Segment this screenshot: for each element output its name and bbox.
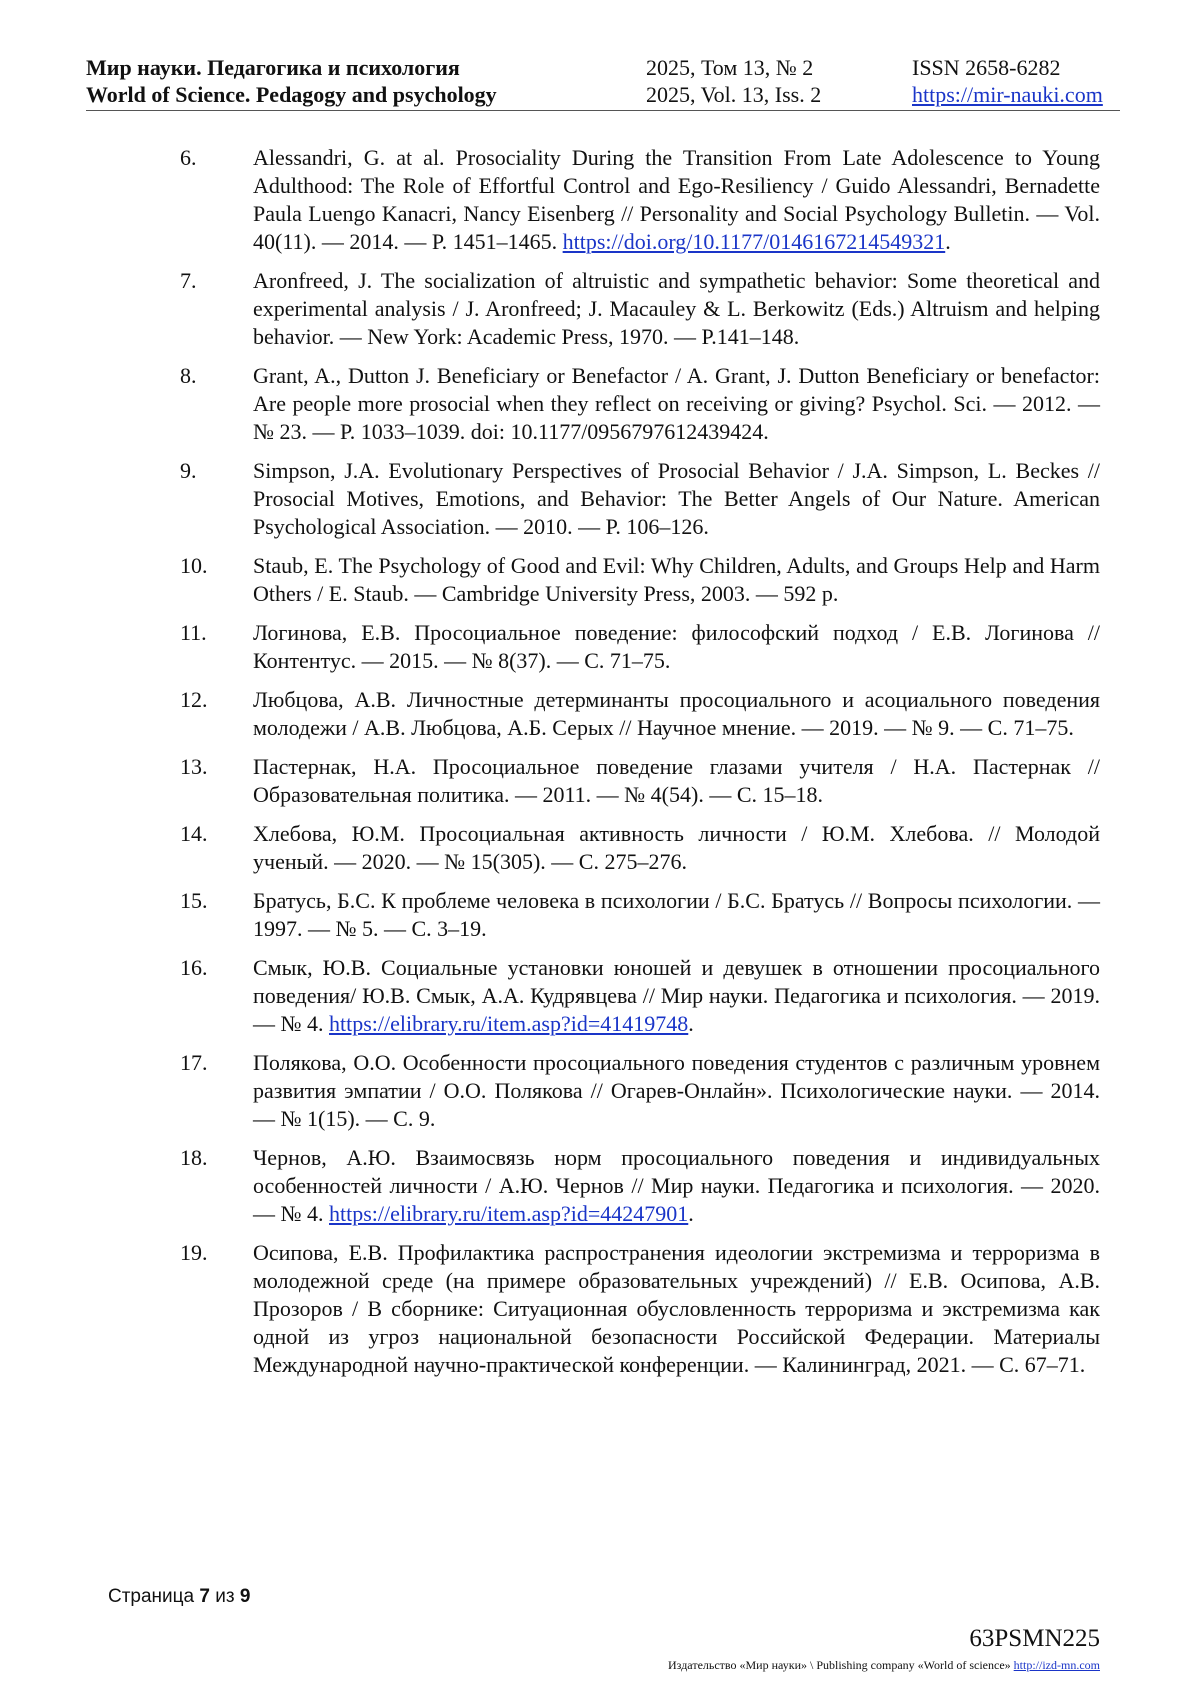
reference-text: Братусь, Б.С. К проблеме человека в психологии / Б.С. Братусь // Вопросы психологии. — 1997. — № 5. — С. 3–19. (253, 888, 1100, 941)
reference-text: Полякова, О.О. Особенности просоциального поведения студентов с различным уровнем развития эмпатии / О.О. Полякова // Огарев-Онлайн». Психологические науки. — 2014. — № 1(15). — С. 9. (253, 1050, 1100, 1131)
reference-tail: . (945, 229, 951, 254)
article-code: 63PSMN225 (969, 1625, 1100, 1652)
reference-number: 14. (180, 821, 208, 846)
reference-text: Любцова, А.В. Личностные детерминанты просоциального и асоциального поведения молодежи / А.В. Любцова, А.Б. Серых // Научное мнение. — 2019. — № 9. — С. 71–75. (253, 687, 1100, 740)
reference-text: Simpson, J.A. Evolutionary Perspectives of Prosocial Behavior / J.A. Simpson, L. Beckes // Prosocial Motives, Emotions, and Behavior: The Better Angels of Our Nature. American Psychological Association. — 2010. — P. 106–126. (253, 458, 1100, 539)
reference-item (180, 457, 1100, 541)
reference-item (180, 362, 1100, 446)
reference-number: 18. (180, 1145, 208, 1170)
reference-number: 12. (180, 687, 208, 712)
reference-link[interactable]: https://elibrary.ru/item.asp?id=41419748 (329, 1011, 689, 1036)
reference-number: 7. (180, 268, 197, 293)
reference-number: 8. (180, 363, 197, 388)
reference-number: 11. (180, 620, 207, 645)
issn: ISSN 2658-6282 (912, 55, 1061, 80)
publisher-link[interactable]: http://izd-mn.com (1013, 1658, 1100, 1672)
reference-item (180, 1049, 1100, 1133)
page-current: 7 (199, 1586, 210, 1607)
reference-item (180, 144, 1100, 256)
reference-number: 10. (180, 553, 208, 578)
reference-text: Смык, Ю.В. Социальные установки юношей и девушек в отношении просоциального поведения/ Ю.В. Смык, А.А. Кудрявцева // Мир науки. Педагогика и психология. — 2019. — № 4. (253, 955, 1100, 1036)
reference-number: 9. (180, 458, 197, 483)
reference-link[interactable]: https://elibrary.ru/item.asp?id=44247901 (329, 1201, 689, 1226)
reference-link[interactable]: https://doi.org/10.1177/0146167214549321 (562, 229, 946, 254)
reference-number: 16. (180, 955, 208, 980)
header-row-ru (86, 54, 1120, 82)
reference-item (180, 552, 1100, 608)
reference-item (180, 753, 1100, 809)
header-row-en (86, 81, 1120, 109)
journal-site-link[interactable]: https://mir-nauki.com (912, 82, 1103, 107)
reference-text: Хлебова, Ю.М. Просоциальная активность личности / Ю.М. Хлебова. // Молодой ученый. — 2020. — № 15(305). — С. 275–276. (253, 821, 1100, 874)
reference-number: 19. (180, 1240, 208, 1265)
journal-header (86, 50, 1120, 111)
reference-list (180, 144, 1100, 1390)
page-total: 9 (239, 1586, 251, 1607)
reference-item (180, 954, 1100, 1038)
reference-item (180, 686, 1100, 742)
reference-text: Логинова, Е.В. Просоциальное поведение: философский подход / Е.В. Логинова // Контентус. — 2015. — № 8(37). — С. 71–75. (253, 620, 1100, 673)
page-label: Страница (108, 1586, 195, 1607)
reference-number: 13. (180, 754, 208, 779)
reference-item (180, 267, 1100, 351)
publisher-line (668, 1658, 1100, 1673)
page-number (108, 1586, 250, 1608)
reference-text: Staub, E. The Psychology of Good and Evil: Why Children, Adults, and Groups Help and Harm Others / E. Staub. — Cambridge University Press, 2003. — 592 p. (253, 553, 1100, 606)
reference-tail: . (688, 1011, 694, 1036)
page-of: из (215, 1586, 235, 1607)
reference-item (180, 619, 1100, 675)
reference-number: 17. (180, 1050, 208, 1075)
reference-item (180, 887, 1100, 943)
journal-title-ru: Мир науки. Педагогика и психология (86, 55, 460, 80)
reference-number: 6. (180, 145, 197, 170)
reference-text: Пастернак, Н.А. Просоциальное поведение глазами учителя / Н.А. Пастернак // Образовательная политика. — 2011. — № 4(54). — С. 15–18. (253, 754, 1100, 807)
journal-title-en: World of Science. Pedagogy and psychology (86, 82, 497, 107)
reference-text: Aronfreed, J. The socialization of altruistic and sympathetic behavior: Some theoretical and experimental analysis / J. Aronfreed; J. Macauley & L. Berkowitz (Eds.) Altruism and helping behavior. — New York: Academic Press, 1970. — P.141–148. (253, 268, 1100, 349)
reference-text: Alessandri, G. at al. Prosociality During the Transition From Late Adolescence to Young Adulthood: The Role of Effortful Control and Ego-Resiliency / Guido Alessandri, Bernadette Paula Luengo Kanacri, Nancy Eisenberg // Personality and Social Psychology Bulletin. — Vol. 40(11). — 2014. — P. 1451–1465. (253, 145, 1100, 254)
reference-text: Grant, A., Dutton J. Beneficiary or Benefactor / A. Grant, J. Dutton Beneficiary or benefactor: Are people more prosocial when they reflect on receiving or giving? Psychol. Sci. — 2012. — № 23. — P. 1033–1039. doi: 10.1177/0956797612439424. (253, 363, 1100, 444)
reference-item (180, 1144, 1100, 1228)
reference-item (180, 1239, 1100, 1379)
publisher-name: Издательство «Мир науки» \ Publishing company «World of science» (668, 1658, 1011, 1672)
reference-text: Осипова, Е.В. Профилактика распространения идеологии экстремизма и терроризма в молодежной среде (на примере образовательных учреждений) // Е.В. Осипова, А.В. Прозоров / В сборнике: Ситуационная обусловленность терроризма и экстремизма как одной из угроз национальной безопасности Российской Федерации. Материалы Международной научно-практической конференции. — Калининград, 2021. — С. 67–71. (253, 1240, 1100, 1377)
issue-ru: 2025, Том 13, № 2 (646, 55, 814, 80)
reference-text: Чернов, А.Ю. Взаимосвязь норм просоциального поведения и индивидуальных особенностей личности / А.Ю. Чернов // Мир науки. Педагогика и психология. — 2020. — № 4. (253, 1145, 1100, 1226)
issue-en: 2025, Vol. 13, Iss. 2 (646, 82, 822, 107)
reference-item (180, 820, 1100, 876)
reference-tail: . (688, 1201, 694, 1226)
reference-number: 15. (180, 888, 208, 913)
